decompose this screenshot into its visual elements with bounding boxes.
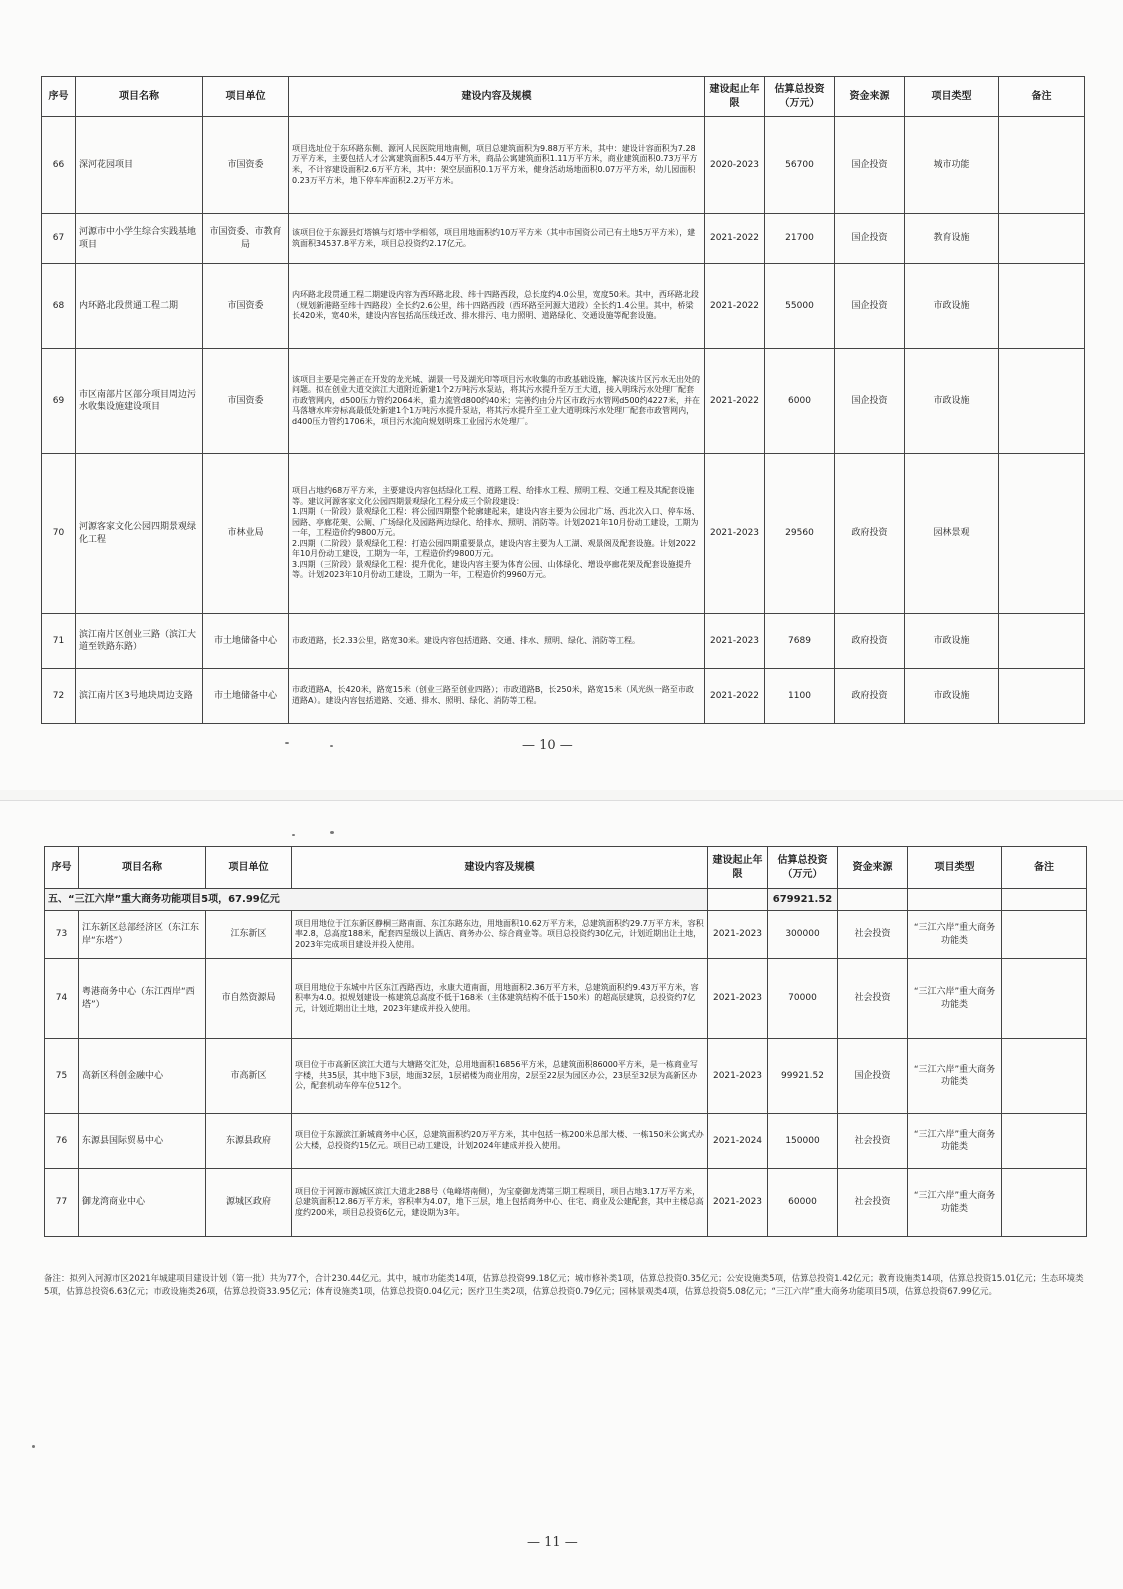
table-row — [45, 911, 1087, 959]
header-funding: 资金来源 — [835, 77, 905, 117]
header-name: 项目名称 — [79, 847, 206, 889]
project-name: 东源县国际贸易中心 — [79, 1114, 206, 1169]
project-remark — [999, 454, 1085, 614]
project-type: 教育设施 — [905, 214, 999, 264]
project-period: 2021-2022 — [705, 349, 765, 454]
project-type: “三江六岸”重大商务功能类 — [908, 911, 1002, 959]
project-type: 市政设施 — [905, 264, 999, 349]
section-number: 五、 — [48, 893, 68, 905]
table-row — [42, 117, 1085, 214]
project-period: 2021-2022 — [705, 264, 765, 349]
table-header-row — [42, 77, 1085, 117]
scan-speck — [292, 834, 295, 836]
project-period: 2021-2024 — [708, 1114, 768, 1169]
project-type: 市政设施 — [905, 614, 999, 669]
project-unit: 市国资委 — [203, 349, 289, 454]
project-content: 项目位于河源市源城区滨江大道北288号（龟峰塔南侧），为宝豪御龙湾第三期工程项目，项目占地3.17万平方米，总建筑面积12.86万平方米，容积率为4.07，地下三层，地上包括商务中心、住宅、商业及公建配套，其中主楼总高度约200米，项目总投资6亿元，建设期为3年。 — [292, 1169, 708, 1237]
project-name: 御龙湾商业中心 — [79, 1169, 206, 1237]
project-remark — [1002, 1039, 1087, 1114]
page-10 — [0, 0, 1123, 790]
project-funding: 政府投资 — [835, 669, 905, 724]
project-investment: 150000 — [768, 1114, 838, 1169]
project-investment: 55000 — [765, 264, 835, 349]
project-name: 滨江南片区3号地块周边支路 — [76, 669, 203, 724]
header-name: 项目名称 — [76, 77, 203, 117]
table-row — [42, 214, 1085, 264]
project-investment: 29560 — [765, 454, 835, 614]
row-number: 69 — [42, 349, 76, 454]
project-funding: 国企投资 — [835, 264, 905, 349]
project-funding: 国企投资 — [835, 349, 905, 454]
header-type: 项目类型 — [908, 847, 1002, 889]
header-content: 建设内容及规模 — [292, 847, 708, 889]
project-unit: 市土地储备中心 — [203, 669, 289, 724]
section-title-text: “三江六岸”重大商务功能项目5项，67.99亿元 — [68, 893, 280, 905]
project-investment: 6000 — [765, 349, 835, 454]
project-remark — [999, 349, 1085, 454]
row-number: 75 — [45, 1039, 79, 1114]
section-row — [45, 889, 1087, 911]
project-type: “三江六岸”重大商务功能类 — [908, 1039, 1002, 1114]
project-content: 项目位于东源滨江新城商务中心区，总建筑面积约20万平方米，其中包括一栋200米总部大楼、一栋150米公寓式办公大楼，总投资约15亿元。项目已动工建设，计划2024年建成并投入使用。 — [292, 1114, 708, 1169]
page-11 — [0, 800, 1123, 1589]
project-type: 市政设施 — [905, 349, 999, 454]
page-number: — 10 — — [522, 738, 573, 753]
project-type: 市政设施 — [905, 669, 999, 724]
project-remark — [1002, 959, 1087, 1039]
table-row — [45, 959, 1087, 1039]
project-unit: 市自然资源局 — [206, 959, 292, 1039]
project-name: 高新区科创金融中心 — [79, 1039, 206, 1114]
project-funding: 国企投资 — [838, 1039, 908, 1114]
project-content: 该项目位于东源县灯塔镇与灯塔中学相邻，项目用地面积约10万平方米（其中市国资公司已有土地5万平方米），建筑面积34537.8平方米，项目总投资约2.17亿元。 — [289, 214, 705, 264]
project-content: 市政道路，长2.33公里，路宽30米。建设内容包括道路、交通、排水、照明、绿化、消防等工程。 — [289, 614, 705, 669]
project-remark — [999, 214, 1085, 264]
project-remark — [999, 264, 1085, 349]
project-investment: 300000 — [768, 911, 838, 959]
table-row — [42, 614, 1085, 669]
project-funding: 政府投资 — [835, 454, 905, 614]
project-unit: 市国资委、市教育局 — [203, 214, 289, 264]
project-period: 2021-2023 — [705, 614, 765, 669]
project-investment: 70000 — [768, 959, 838, 1039]
project-name: 内环路北段贯通工程二期 — [76, 264, 203, 349]
project-content: 项目用地位于江东新区静桐三路南面、东江东路东边，用地面积10.62万平方米，总建筑面积约29.7万平方米，容积率2.8，总高度188米，配套四星级以上酒店、商务办公、综合商业等。项目总投资约30亿元，计划近期出让土地，2023年完成项目建设并投入使用。 — [292, 911, 708, 959]
page-number: — 11 — — [527, 1535, 578, 1550]
project-content: 项目占地约68万平方米，主要建设内容包括绿化工程、道路工程、给排水工程、照明工程、交通工程及其配套设施等。建议河源客家文化公园四期景观绿化工程分成三个阶段建设： 1.四期（一阶段）景观绿化工程：将公园四期整个轮廓建起来，建设内容主要为公园北广场、西北次入口、停车场、园路、亭廊花架、公厕、广场绿化及园路两边绿化、给排水、照明、消防等。计划2021年10月份动工建设，工期为一年，工程造价约9800万元。 2.四期（二阶段）景观绿化工程：打造公园四期重要景点，建设内容主要为人工湖、观景阁及配套设施。计划2022年10月份动工建设，工期为一年，工程造价约9800万元。 3.四期（三阶段）景观绿化工程：提升优化，建设内容主要为体育公园、山体绿化、增设亭廊花架及配套设施提升等。计划2023年10月份动工建设，工期为一年，工程造价约9960万元。 — [289, 454, 705, 614]
project-name: 滨江南片区创业三路（滨江大道至铁路东路） — [76, 614, 203, 669]
table-row — [45, 1039, 1087, 1114]
project-investment: 60000 — [768, 1169, 838, 1237]
scan-speck — [330, 745, 333, 747]
project-investment: 21700 — [765, 214, 835, 264]
project-content: 项目选址位于东环路东侧、源河人民医院用地南侧，项目总建筑面积为9.88万平方米，其中：建设计容面积为7.28万平方米，主要包括人才公寓建筑面积5.44万平方米，商品公寓建筑面积1.11万平方米，商业建筑面积0.73万平方米，不计容建设面积2.6万平方米，其中：架空层面积0.1万平方米，健身活动场地面积0.07万平方米，幼儿园面积0.23万平方米，地下停车库面积2.2万平方米。 — [289, 117, 705, 214]
header-funding: 资金来源 — [838, 847, 908, 889]
header-unit: 项目单位 — [206, 847, 292, 889]
row-number: 67 — [42, 214, 76, 264]
project-name: 粤港商务中心（东江西岸“西塔”） — [79, 959, 206, 1039]
project-content: 市政道路A，长420米，路宽15米（创业三路至创业四路）；市政道路B，长250米，路宽15米（风光纵一路至市政道路A）。建设内容包括道路、交通、排水、照明、绿化、消防等工程。 — [289, 669, 705, 724]
project-funding: 国企投资 — [835, 214, 905, 264]
project-funding: 社会投资 — [838, 911, 908, 959]
header-unit: 项目单位 — [203, 77, 289, 117]
table-row — [42, 264, 1085, 349]
project-period: 2021-2023 — [708, 959, 768, 1039]
header-period: 建设起止年限 — [708, 847, 768, 889]
table-row — [45, 1114, 1087, 1169]
project-funding: 国企投资 — [835, 117, 905, 214]
project-period: 2021-2023 — [708, 1169, 768, 1237]
header-remark: 备注 — [999, 77, 1085, 117]
project-unit: 江东新区 — [206, 911, 292, 959]
project-name: 江东新区总部经济区（东江东岸“东塔”） — [79, 911, 206, 959]
project-period: 2020-2023 — [705, 117, 765, 214]
project-period: 2021-2023 — [705, 454, 765, 614]
project-content: 项目用地位于东城中片区东江西路西边，永康大道南面，用地面积2.36万平方米，总建筑面积约9.43万平方米，容积率为4.0。拟规划建设一栋建筑总高度不低于168米（主体建筑结构不低于150米）的超高层建筑，总投资约7亿元，计划近期出让土地，2023年建成并投入使用。 — [292, 959, 708, 1039]
header-no: 序号 — [42, 77, 76, 117]
project-content: 内环路北段贯通工程二期建设内容为西环路北段、纬十四路西段，总长度约4.0公里，宽度50米。其中，西环路北段（规划新港路至纬十四路段）全长约2.6公里，纬十四路西段（西环路至河源大道段）全长约1.4公里。其中，桥梁长420米，宽40米，建设内容包括高压线迁改、排水排污、电力照明、道路绿化、交通设施等配套设施。 — [289, 264, 705, 349]
project-period: 2021-2022 — [705, 214, 765, 264]
project-name: 河源市中小学生综合实践基地项目 — [76, 214, 203, 264]
project-content: 该项目主要是完善正在开发的龙光城、湖景一号及湖光印等项目污水收集的市政基础设施，解决该片区污水无出处的问题。拟在创业大道交滨江大道附近新建1个2万吨污水泵站，将其污水提升至万王大道，接入明珠污水处理厂配套市政管网内，d500压力管约2064米，重力流管d800约40米；完善约由分片区市政污水管网d500约4227米，并在马落塘水库旁标高最低处新建1个1万吨污水提升泵站，将其污水提升至工业大道明珠污水处理厂配套市政管网内，d400压力管约1706米，项目污水流向规划明珠工业园污水处理厂。 — [289, 349, 705, 454]
project-investment: 56700 — [765, 117, 835, 214]
project-funding: 政府投资 — [835, 614, 905, 669]
project-unit: 市国资委 — [203, 117, 289, 214]
project-unit: 市高新区 — [206, 1039, 292, 1114]
project-investment: 7689 — [765, 614, 835, 669]
section-title — [45, 889, 708, 911]
project-remark — [999, 669, 1085, 724]
project-type: 园林景观 — [905, 454, 999, 614]
header-no: 序号 — [45, 847, 79, 889]
project-unit: 东源县政府 — [206, 1114, 292, 1169]
section-period — [708, 889, 768, 911]
project-name: 市区南部片区部分项目周边污水收集设施建设项目 — [76, 349, 203, 454]
project-period: 2021-2023 — [708, 911, 768, 959]
table-row — [42, 349, 1085, 454]
project-unit: 市林业局 — [203, 454, 289, 614]
project-remark — [1002, 1169, 1087, 1237]
header-investment: 估算总投资（万元） — [765, 77, 835, 117]
project-unit: 源城区政府 — [206, 1169, 292, 1237]
project-type: “三江六岸”重大商务功能类 — [908, 1114, 1002, 1169]
project-type: “三江六岸”重大商务功能类 — [908, 1169, 1002, 1237]
table-row — [45, 1169, 1087, 1237]
row-number: 76 — [45, 1114, 79, 1169]
project-investment: 1100 — [765, 669, 835, 724]
project-remark — [999, 117, 1085, 214]
table-row — [42, 454, 1085, 614]
project-content: 项目位于市高新区滨江大道与大塘路交汇处，总用地面积16856平方米，总建筑面积86000平方米，是一栋商业写字楼，共35层，其中地下3层，地面32层，1层裙楼为商业用房，2层至22层为园区办公，23层至32层为高新区办公，配套机动车停车位512个。 — [292, 1039, 708, 1114]
project-name: 河源客家文化公园四期景观绿化工程 — [76, 454, 203, 614]
project-type: “三江六岸”重大商务功能类 — [908, 959, 1002, 1039]
project-investment: 99921.52 — [768, 1039, 838, 1114]
project-remark — [999, 614, 1085, 669]
project-table-page-11 — [44, 846, 1087, 1237]
row-number: 74 — [45, 959, 79, 1039]
project-type: 城市功能 — [905, 117, 999, 214]
project-period: 2021-2022 — [705, 669, 765, 724]
section-investment: 679921.52 — [768, 889, 838, 911]
scan-speck — [32, 1445, 35, 1448]
header-remark: 备注 — [1002, 847, 1087, 889]
row-number: 77 — [45, 1169, 79, 1237]
row-number: 73 — [45, 911, 79, 959]
table-header-row — [45, 847, 1087, 889]
project-table-page-10 — [41, 76, 1085, 724]
row-number: 68 — [42, 264, 76, 349]
table-row — [42, 669, 1085, 724]
header-investment: 估算总投资（万元） — [768, 847, 838, 889]
row-number: 70 — [42, 454, 76, 614]
scan-speck — [330, 831, 334, 834]
project-remark — [1002, 1114, 1087, 1169]
row-number: 72 — [42, 669, 76, 724]
section-funding — [838, 889, 908, 911]
project-funding: 社会投资 — [838, 1169, 908, 1237]
section-type — [908, 889, 1002, 911]
section-remark — [1002, 889, 1087, 911]
row-number: 71 — [42, 614, 76, 669]
project-name: 深河花园项目 — [76, 117, 203, 214]
row-number: 66 — [42, 117, 76, 214]
header-content: 建设内容及规模 — [289, 77, 705, 117]
header-period: 建设起止年限 — [705, 77, 765, 117]
header-type: 项目类型 — [905, 77, 999, 117]
project-unit: 市土地储备中心 — [203, 614, 289, 669]
project-funding: 社会投资 — [838, 1114, 908, 1169]
project-unit: 市国资委 — [203, 264, 289, 349]
project-period: 2021-2023 — [708, 1039, 768, 1114]
project-remark — [1002, 911, 1087, 959]
table-footnote: 备注：拟列入河源市区2021年城建项目建设计划（第一批）共为77个，合计230.44亿元。其中，城市功能类14项，估算总投资99.18亿元；城市修补类1项，估算总投资0.35亿元；公安设施类5项，估算总投资1.42亿元；教育设施类14项，估算总投资15.01亿元；生态环境类5项，估算总投资6.63亿元；市政设施类26项，估算总投资33.95亿元；体育设施类1项，估算总投资0.04亿元；医疗卫生类2项，估算总投资0.79亿元；园林景观类4项，估算总投资5.08亿元；“三江六岸”重大商务功能项目5项，估算总投资67.99亿元。 — [44, 1274, 1084, 1297]
project-funding: 社会投资 — [838, 959, 908, 1039]
scan-speck — [285, 742, 289, 744]
